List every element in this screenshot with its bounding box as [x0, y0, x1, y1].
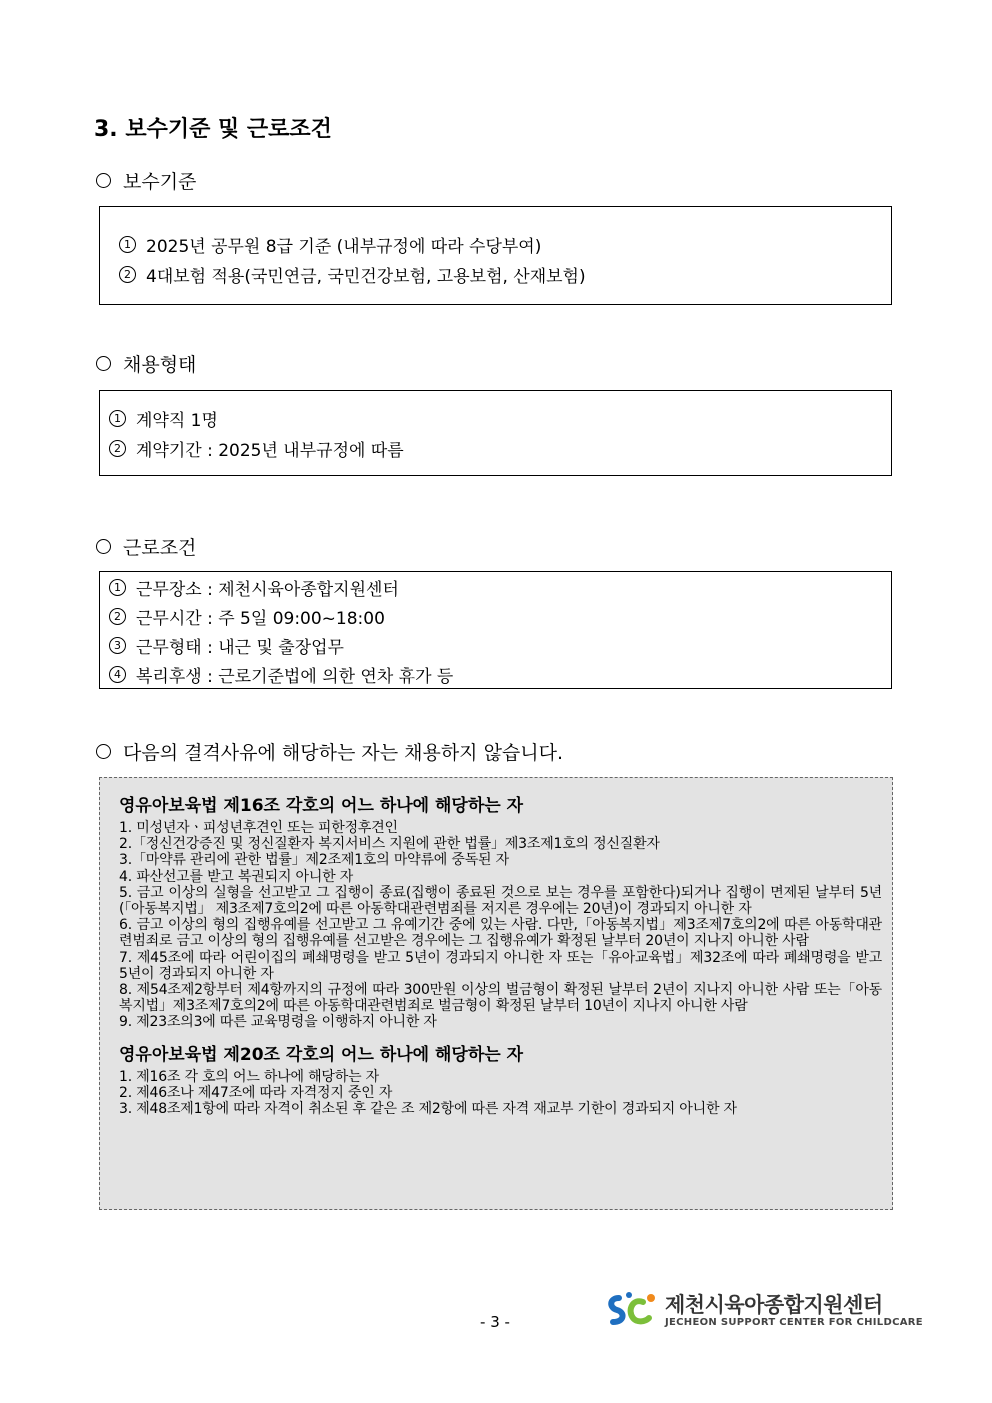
- logo-name-korean: 제천시육아종합지원센터: [665, 1293, 883, 1317]
- circled-number-icon: 1: [119, 236, 136, 253]
- list-item: 7. 제45조에 따라 어린이집의 폐쇄명령을 받고 5년이 경과되지 아니한 자 또는「유아교육법」제32조에 따라 폐쇄명령을 받고 5년이 경과되지 아니한 자: [119, 949, 882, 982]
- group-heading: 영유아보육법 제16조 각호의 어느 하나에 해당하는 자: [119, 796, 524, 816]
- circle-bullet-icon: [96, 539, 111, 554]
- employment-box: [99, 390, 892, 476]
- conditions-section-title: [96, 533, 196, 560]
- item-text: 복리후생 : 근로기준법에 의한 연차 휴가 등: [136, 667, 454, 687]
- circled-number-icon: 1: [109, 579, 126, 596]
- item-text: 계약직 1명: [136, 410, 218, 431]
- circle-bullet-icon: [96, 356, 111, 371]
- disqualification-box: [99, 777, 893, 1210]
- circled-number-icon: 2: [119, 266, 136, 283]
- disqualification-section-title: [96, 738, 563, 765]
- list-item: 1. 제16조 각 호의 어느 하나에 해당하는 자: [119, 1068, 379, 1085]
- employment-title-text: 채용형태: [123, 354, 197, 376]
- item-text: 근무장소 : 제천시육아종합지원센터: [136, 580, 399, 600]
- pay-box: [99, 206, 892, 305]
- pay-title-text: 보수기준: [123, 171, 197, 193]
- section-heading: 3. 보수기준 및 근로조건: [94, 117, 332, 142]
- employment-section-title: [96, 350, 196, 377]
- list-item: [109, 631, 891, 660]
- item-text: 2025년 공무원 8급 기준 (내부규정에 따라 수당부여): [146, 236, 542, 257]
- list-item: 5. 금고 이상의 실형을 선고받고 그 집행이 종료(집행이 종료된 것으로 보는 경우를 포함한다)되거나 집행이 면제된 날부터 5년(「아동복지법」 제3조제7호의2에 따른 아동학대관련범죄를 저지른 경우에는 20년)이 경과되지 아니한 자: [119, 884, 882, 918]
- list-item: 6. 금고 이상의 형의 집행유예를 선고받고 그 유예기간 중에 있는 사람. 다만,「아동복지법」제3조제7호의2에 따른 아동학대관련범죄로 금고 이상의 형의 집행유예를 선고받은 경우에는 그 집행유예가 확정된 날부터 20년이 지나지 아니한 사람: [119, 917, 882, 950]
- page-number: - 3 -: [480, 1313, 510, 1331]
- center-logo: [605, 1290, 923, 1332]
- list-item: 4. 파산선고를 받고 복권되지 아니한 자: [119, 868, 354, 885]
- center-logo-icon: [605, 1290, 659, 1332]
- list-item: [109, 403, 891, 433]
- circled-number-icon: 2: [109, 440, 126, 457]
- list-item: 8. 제54조제2항부터 제4항까지의 규정에 따라 300만원 이상의 벌금형이 확정된 날부터 2년이 지나지 아니한 사람 또는「아동복지법」제3조제7호의2에 따른 아동학대관련범죄로 벌금형이 확정된 날부터 10년이 지나지 아니한 사람: [119, 982, 882, 1015]
- item-text: 근무형태 : 내근 및 출장업무: [136, 638, 344, 658]
- pay-section-title: [96, 167, 196, 194]
- list-item: [109, 660, 891, 689]
- list-item: [109, 602, 891, 631]
- list-item: 3.「마약류 관리에 관한 법률」제2조제1호의 마약류에 중독된 자: [119, 852, 509, 869]
- conditions-box: [99, 571, 892, 689]
- circled-number-icon: 4: [109, 666, 126, 683]
- list-item: 2. 제46조나 제47조에 따라 자격정지 중인 자: [119, 1084, 393, 1101]
- list-item: [109, 573, 891, 602]
- logo-name-english: JECHEON SUPPORT CENTER FOR CHILDCARE: [665, 1317, 923, 1328]
- list-item: [119, 229, 891, 259]
- list-item: 9. 제23조의3에 따른 교육명령을 이행하지 아니한 자: [119, 1014, 437, 1031]
- circled-number-icon: 3: [109, 637, 126, 654]
- item-text: 계약기간 : 2025년 내부규정에 따름: [136, 440, 404, 461]
- list-item: 2.「정신건강증진 및 정신질환자 복지서비스 지원에 관한 법률」제3조제1호의 정신질환자: [119, 836, 660, 853]
- circle-bullet-icon: [96, 744, 111, 759]
- circled-number-icon: 1: [109, 410, 126, 427]
- list-item: 1. 미성년자ㆍ피성년후견인 또는 피한정후견인: [119, 820, 398, 836]
- list-item: [119, 259, 891, 289]
- circled-number-icon: 2: [109, 608, 126, 625]
- conditions-title-text: 근로조건: [123, 537, 197, 559]
- list-item: [109, 433, 891, 463]
- item-text: 근무시간 : 주 5일 09:00~18:00: [136, 609, 385, 629]
- list-item: 3. 제48조제1항에 따라 자격이 취소된 후 같은 조 제2항에 따른 자격 재교부 기한이 경과되지 아니한 자: [119, 1101, 737, 1118]
- disqualification-title-text: 다음의 결격사유에 해당하는 자는 채용하지 않습니다.: [123, 742, 564, 764]
- group-heading: 영유아보육법 제20조 각호의 어느 하나에 해당하는 자: [119, 1044, 524, 1065]
- circle-bullet-icon: [96, 173, 111, 188]
- item-text: 4대보험 적용(국민연금, 국민건강보험, 고용보험, 산재보험): [146, 266, 586, 287]
